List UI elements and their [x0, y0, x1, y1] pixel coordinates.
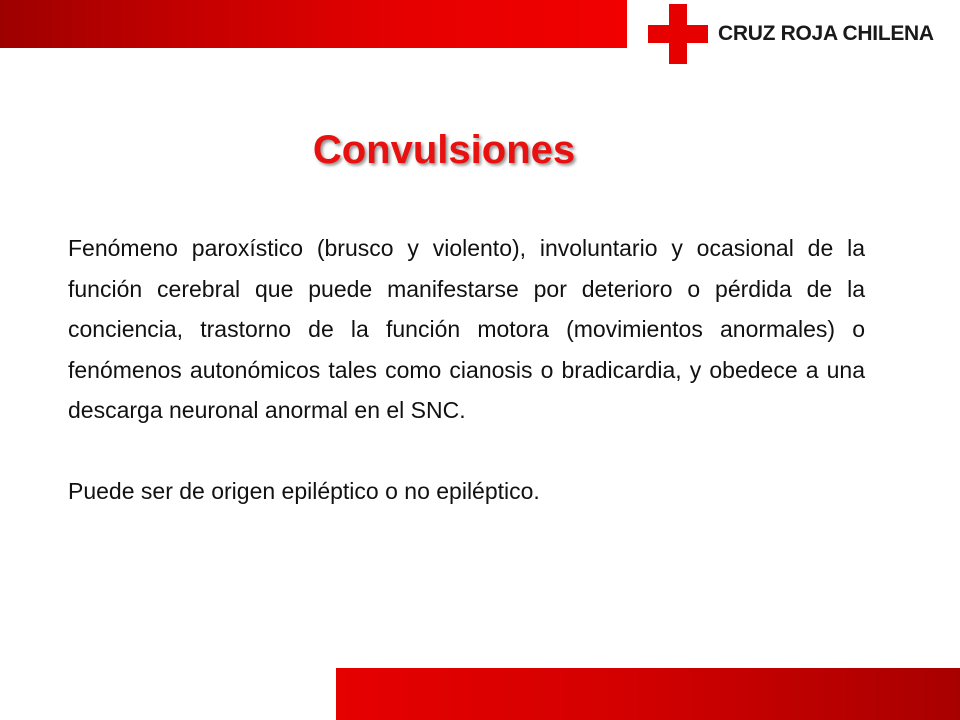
slide-title: Convulsiones: [312, 128, 576, 172]
logo-text: CRUZ ROJA CHILENA: [718, 22, 934, 45]
cruz-roja-logo: [648, 3, 934, 65]
bottom-red-bar: [336, 668, 960, 720]
slide-body: [68, 228, 865, 511]
red-cross-icon: [648, 4, 708, 64]
definition-paragraph: Fenómeno paroxístico (brusco y violento), involuntario y ocasional de la función cerebral que puede manifestarse por deterioro o pérdida de la conciencia, trastorno de la función motora (movimientos anormales) o fenómenos autonómicos tales como cianosis o bradicardia, y obedece a una descarga neuronal anormal en el SNC.: [68, 235, 865, 423]
origin-paragraph: Puede ser de origen epiléptico o no epiléptico.: [68, 477, 540, 504]
top-red-bar: [0, 0, 627, 48]
